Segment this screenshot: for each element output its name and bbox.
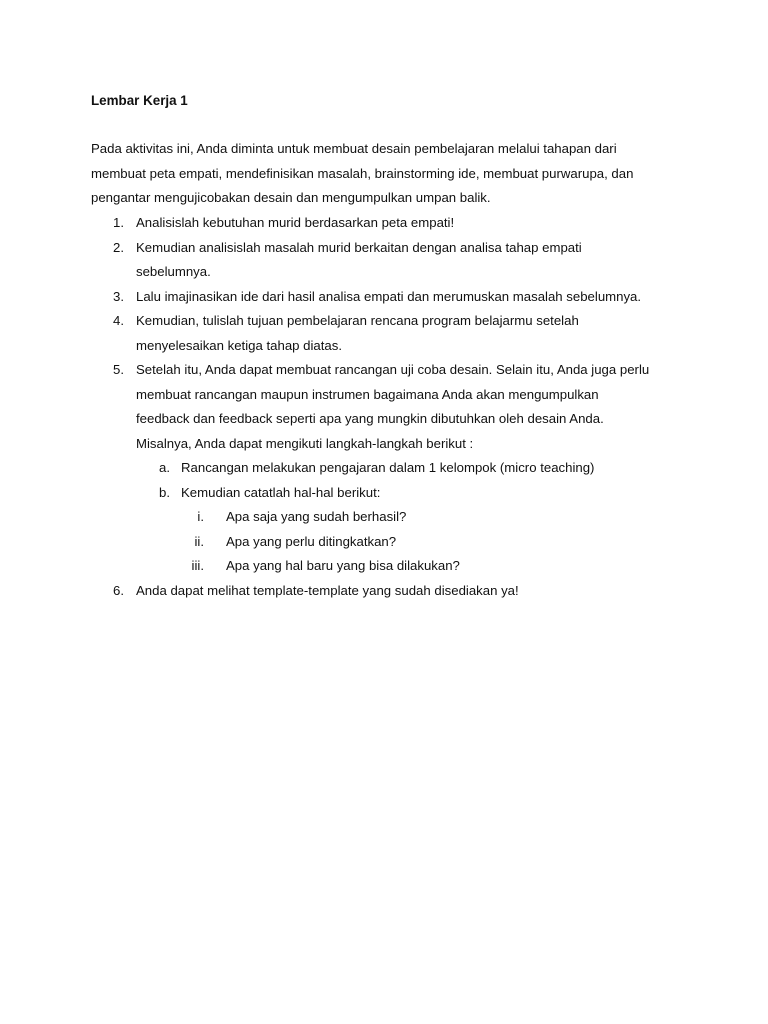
sub-list-item — [0, 481, 768, 506]
intro-paragraph — [91, 137, 691, 211]
list-item — [0, 579, 768, 604]
sub-list-marker: a. — [159, 460, 170, 475]
sub-sub-list-item — [0, 530, 768, 555]
instruction-list — [0, 211, 768, 603]
list-item-text: menyelesaikan ketiga tahap diatas. — [136, 337, 343, 353]
list-item-text: Lalu imajinasikan ide dari hasil analisa empati dan merumuskan masalah sebelumnya. — [136, 288, 642, 304]
list-marker: 2. — [113, 239, 124, 255]
list-item-text: feedback dan feedback seperti apa yang mungkin dibutuhkan oleh desain Anda. — [136, 411, 604, 426]
list-item-continuation — [0, 383, 768, 408]
sub-list-marker: b. — [159, 484, 170, 500]
list-item — [0, 358, 768, 383]
sub-sub-list-item — [0, 554, 768, 579]
list-marker: 3. — [113, 288, 124, 304]
list-item-continuation — [0, 260, 768, 285]
list-item-continuation — [0, 334, 768, 359]
sub-sub-list-marker: iii. — [191, 558, 204, 573]
sub-sub-list-item-text: Apa saja yang sudah berhasil? — [226, 509, 407, 524]
sub-sub-list-item-text: Apa yang perlu ditingkatkan? — [226, 533, 397, 549]
list-item-continuation — [0, 407, 768, 432]
sub-list-item-text: Kemudian catatlah hal-hal berikut: — [181, 484, 381, 500]
intro-line: Pada aktivitas ini, Anda diminta untuk membuat desain pembelajaran melalui tahapan dari — [91, 141, 617, 156]
intro-line: membuat peta empati, mendefinisikan masalah, brainstorming ide, membuat purwarupa, dan — [91, 165, 634, 181]
list-item — [0, 309, 768, 334]
sub-sub-list-marker: ii. — [194, 533, 204, 549]
sub-sub-list-marker: i. — [197, 509, 204, 524]
sub-sub-list-item — [0, 505, 768, 530]
list-item-text: Kemudian analisislah masalah murid berkaitan dengan analisa tahap empati — [136, 239, 582, 255]
list-item-text: membuat rancangan maupun instrumen bagaimana Anda akan mengumpulkan — [136, 386, 599, 402]
list-item-text: Analisislah kebutuhan murid berdasarkan peta empati! — [136, 215, 455, 230]
intro-line: pengantar mengujicobakan desain dan mengumpulkan umpan balik. — [91, 190, 491, 205]
list-item-text: Misalnya, Anda dapat mengikuti langkah-langkah berikut : — [136, 435, 474, 451]
list-marker: 5. — [113, 362, 124, 377]
list-item-text: Setelah itu, Anda dapat membuat rancangan uji coba desain. Selain itu, Anda juga perlu — [136, 362, 650, 377]
list-marker: 6. — [113, 582, 124, 598]
sub-sub-list-item-text: Apa yang hal baru yang bisa dilakukan? — [226, 558, 460, 573]
list-item-text: Anda dapat melihat template-template yang sudah disediakan ya! — [136, 582, 519, 598]
list-item-continuation — [0, 432, 768, 457]
list-item — [0, 285, 768, 310]
list-item — [0, 211, 768, 236]
list-marker: 4. — [113, 313, 124, 328]
list-item-text: sebelumnya. — [136, 264, 211, 279]
list-item — [0, 236, 768, 261]
document-title: Lembar Kerja 1 — [91, 93, 188, 108]
list-marker: 1. — [113, 215, 124, 230]
sub-list-item-text: Rancangan melakukan pengajaran dalam 1 kelompok (micro teaching) — [181, 460, 595, 475]
list-item-text: Kemudian, tulislah tujuan pembelajaran rencana program belajarmu setelah — [136, 313, 579, 328]
sub-list-item — [0, 456, 768, 481]
